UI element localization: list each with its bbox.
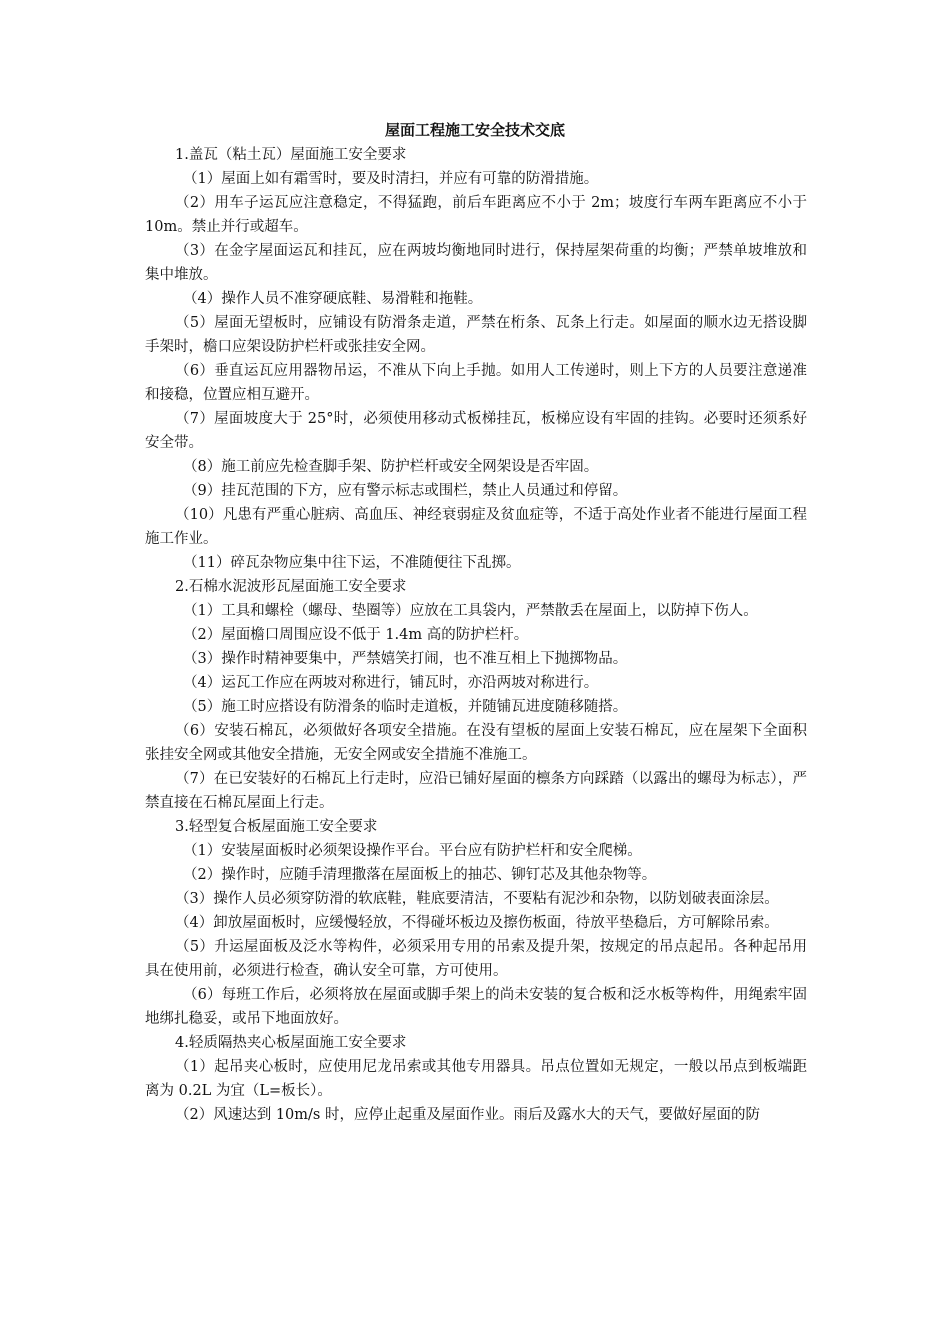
paragraph: （2）操作时，应随手清理撒落在屋面板上的抽芯、铆钉芯及其他杂物等。 — [183, 867, 657, 883]
paragraph: （11）碎瓦杂物应集中往下运，不准随便往下乱掷。 — [183, 555, 521, 571]
paragraph: （1）工具和螺栓（螺母、垫圈等）应放在工具袋内，严禁散丢在屋面上，以防掉下伤人。 — [183, 603, 758, 619]
paragraph: （3）操作人员必须穿防滑的软底鞋，鞋底要清洁，不要粘有泥沙和杂物，以防划破表面涂层。 — [175, 891, 779, 907]
paragraph: （4）操作人员不准穿硬底鞋、易滑鞋和拖鞋。 — [183, 291, 483, 307]
paragraph: （2）风速达到 10m/s 时，应停止起重及屋面作业。雨后及露水大的天气，要做好屋面的防 — [175, 1107, 760, 1123]
section-heading: 4.轻质隔热夹心板屋面施工安全要求 — [175, 1035, 407, 1051]
paragraph: （4）卸放屋面板时，应缓慢轻放，不得碰坏板边及擦伤板面，待放平垫稳后，方可解除吊索。 — [175, 915, 779, 931]
paragraph: （1）起吊夹心板时，应使用尼龙吊索或其他专用器具。吊点位置如无规定，一般以吊点到板端距离为 0.2L 为宜（L=板长）。 — [145, 1059, 807, 1099]
document-body — [145, 143, 807, 1127]
paragraph: （10）凡患有严重心脏病、高血压、神经衰弱症及贫血症等，不适于高处作业者不能进行屋面工程施工作业。 — [145, 507, 807, 547]
paragraph: （5）升运屋面板及泛水等构件，必须采用专用的吊索及提升架，按规定的吊点起吊。各种起吊用具在使用前，必须进行检查，确认安全可靠，方可使用。 — [145, 939, 807, 979]
paragraph: （8）施工前应先检查脚手架、防护栏杆或安全网架设是否牢固。 — [183, 459, 599, 475]
paragraph: （5）屋面无望板时，应铺设有防滑条走道，严禁在桁条、瓦条上行走。如屋面的顺水边无搭设脚手架时，檐口应架设防护栏杆或张挂安全网。 — [145, 315, 807, 355]
paragraph: （2）用车子运瓦应注意稳定，不得猛跑，前后车距离应不小于 2m；坡度行车两车距离应不小于 10m。禁止并行或超车。 — [145, 195, 807, 235]
paragraph: （7）在已安装好的石棉瓦上行走时，应沿已铺好屋面的檩条方向踩踏（以露出的螺母为标志），严禁直接在石棉瓦屋面上行走。 — [145, 771, 807, 811]
section-heading: 2.石棉水泥波形瓦屋面施工安全要求 — [175, 579, 407, 595]
paragraph: （5）施工时应搭设有防滑条的临时走道板，并随铺瓦进度随移随搭。 — [183, 699, 628, 715]
paragraph: （4）运瓦工作应在两坡对称进行，铺瓦时，亦沿两坡对称进行。 — [183, 675, 599, 691]
paragraph: （9）挂瓦范围的下方，应有警示标志或围栏，禁止人员通过和停留。 — [183, 483, 628, 499]
document-title: 屋面工程施工安全技术交底 — [384, 121, 565, 139]
paragraph: （3）操作时精神要集中，严禁嬉笑打闹，也不准互相上下抛掷物品。 — [183, 651, 628, 667]
paragraph: （6）垂直运瓦应用器物吊运，不准从下向上手抛。如用人工传递时，则上下方的人员要注意递准和接稳，位置应相互避开。 — [145, 363, 807, 403]
paragraph: （7）屋面坡度大于 25°时，必须使用移动式板梯挂瓦，板梯应设有牢固的挂钩。必要时还须系好安全带。 — [145, 411, 807, 451]
section-heading: 3.轻型复合板屋面施工安全要求 — [175, 819, 378, 835]
paragraph: （1）安装屋面板时必须架设操作平台。平台应有防护栏杆和安全爬梯。 — [183, 843, 642, 859]
paragraph: （1）屋面上如有霜雪时，要及时清扫，并应有可靠的防滑措施。 — [183, 171, 599, 187]
paragraph: （3）在金字屋面运瓦和挂瓦，应在两坡均衡地同时进行，保持屋架荷重的均衡；严禁单坡堆放和集中堆放。 — [145, 243, 807, 283]
paragraph: （6）安装石棉瓦，必须做好各项安全措施。在没有望板的屋面上安装石棉瓦，应在屋架下全面积张挂安全网或其他安全措施，无安全网或安全措施不准施工。 — [145, 723, 807, 763]
paragraph: （2）屋面檐口周围应设不低于 1.4m 高的防护栏杆。 — [183, 627, 529, 643]
section-heading: 1.盖瓦（粘土瓦）屋面施工安全要求 — [175, 147, 407, 163]
paragraph: （6）每班工作后，必须将放在屋面或脚手架上的尚未安装的复合板和泛水板等构件，用绳索牢固地绑扎稳妥，或吊下地面放好。 — [145, 987, 807, 1027]
